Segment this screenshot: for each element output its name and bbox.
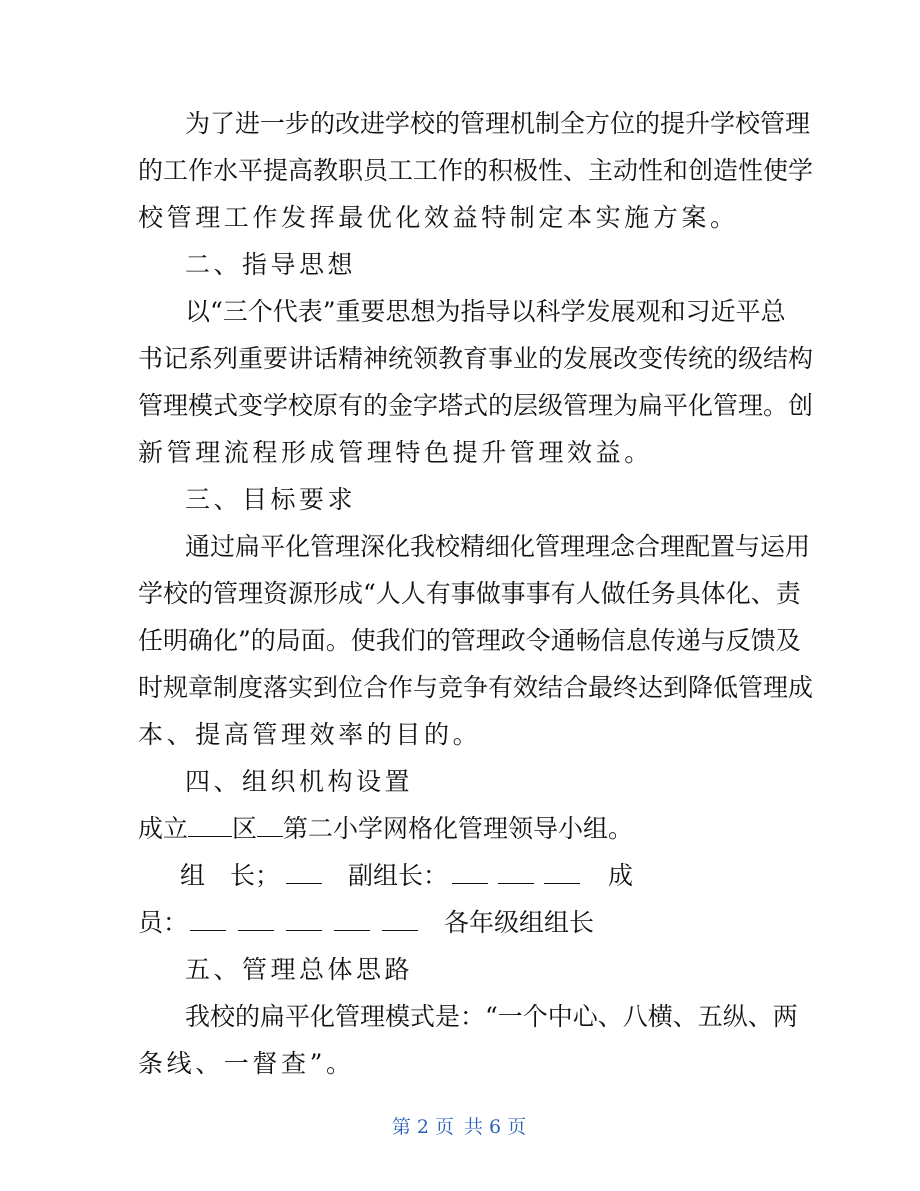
paragraph-line: 新管理流程形成管理特色提升管理效益。 — [138, 438, 653, 467]
fill-blank — [238, 908, 274, 931]
paragraph-line: 为了进一步的改进学校的管理机制全方位的提升学校管理 — [185, 109, 811, 138]
footer-suffix: 页 — [507, 1116, 529, 1138]
page-number: 2 — [416, 1116, 431, 1138]
paragraph-line: 时规章制度落实到位合作与竞争有效结合最终达到降低管理成 — [138, 673, 814, 702]
section-heading: 四、组织机构设置 — [185, 767, 414, 796]
member-label: 成 — [608, 861, 634, 890]
paragraph-line: 学校的管理资源形成“人人有事做事事有人做任务具体化、责 — [138, 579, 801, 608]
fill-blank — [452, 861, 488, 884]
paragraph-line: 校管理工作发挥最优化效益特制定本实施方案。 — [138, 203, 739, 232]
fill-blank — [286, 908, 322, 931]
fill-blank — [286, 861, 322, 884]
org-text: 第二小学网格化管理领导小组。 — [283, 814, 634, 843]
paragraph-line: 本、提高管理效率的目的。 — [138, 720, 482, 749]
section-heading: 二、指导思想 — [185, 250, 357, 279]
paragraph-line: 的工作水平提高教职员工工作的积极性、主动性和创造性使学 — [138, 156, 814, 185]
fill-blank — [190, 908, 226, 931]
paragraph-line: 任明确化”的局面。使我们的管理政令通畅信息传递与反馈及 — [138, 626, 801, 655]
fill-blank — [334, 908, 370, 931]
paragraph-line: 书记系列重要讲话精神统领教育事业的发展改变传统的级结构 — [138, 344, 814, 373]
org-text: 成立 — [138, 814, 189, 843]
member-label: 员： — [138, 908, 189, 937]
fill-blank — [382, 908, 418, 931]
fill-blank — [188, 814, 232, 837]
org-line — [138, 813, 920, 845]
footer-prefix: 第 — [391, 1116, 413, 1138]
org-line — [180, 860, 920, 892]
org-line — [138, 907, 920, 939]
page-footer — [0, 1112, 920, 1139]
fill-blank — [498, 861, 534, 884]
footer-mid: 页 共 — [434, 1116, 486, 1138]
section-heading: 三、目标要求 — [185, 485, 357, 514]
member-note: 各年级组组长 — [444, 908, 595, 937]
fill-blank — [257, 814, 283, 837]
paragraph-line: 我校的扁平化管理模式是：“一个中心、八横、五纵、两 — [185, 1002, 798, 1031]
vice-leader-label: 副组长： — [348, 861, 449, 890]
leader-label: 组 长； — [180, 861, 281, 890]
section-heading: 五、管理总体思路 — [185, 955, 414, 984]
paragraph-line: 管理模式变学校原有的金字塔式的层级管理为扁平化管理。创 — [138, 391, 814, 420]
paragraph-line: 条线、一督查”。 — [138, 1049, 355, 1078]
paragraph-line: 通过扁平化管理深化我校精细化管理理念合理配置与运用 — [185, 532, 811, 561]
fill-blank — [544, 861, 580, 884]
org-text: 区 — [232, 814, 258, 843]
paragraph-line: 以“三个代表”重要思想为指导以科学发展观和习近平总 — [185, 297, 786, 326]
page-total: 6 — [489, 1116, 504, 1138]
